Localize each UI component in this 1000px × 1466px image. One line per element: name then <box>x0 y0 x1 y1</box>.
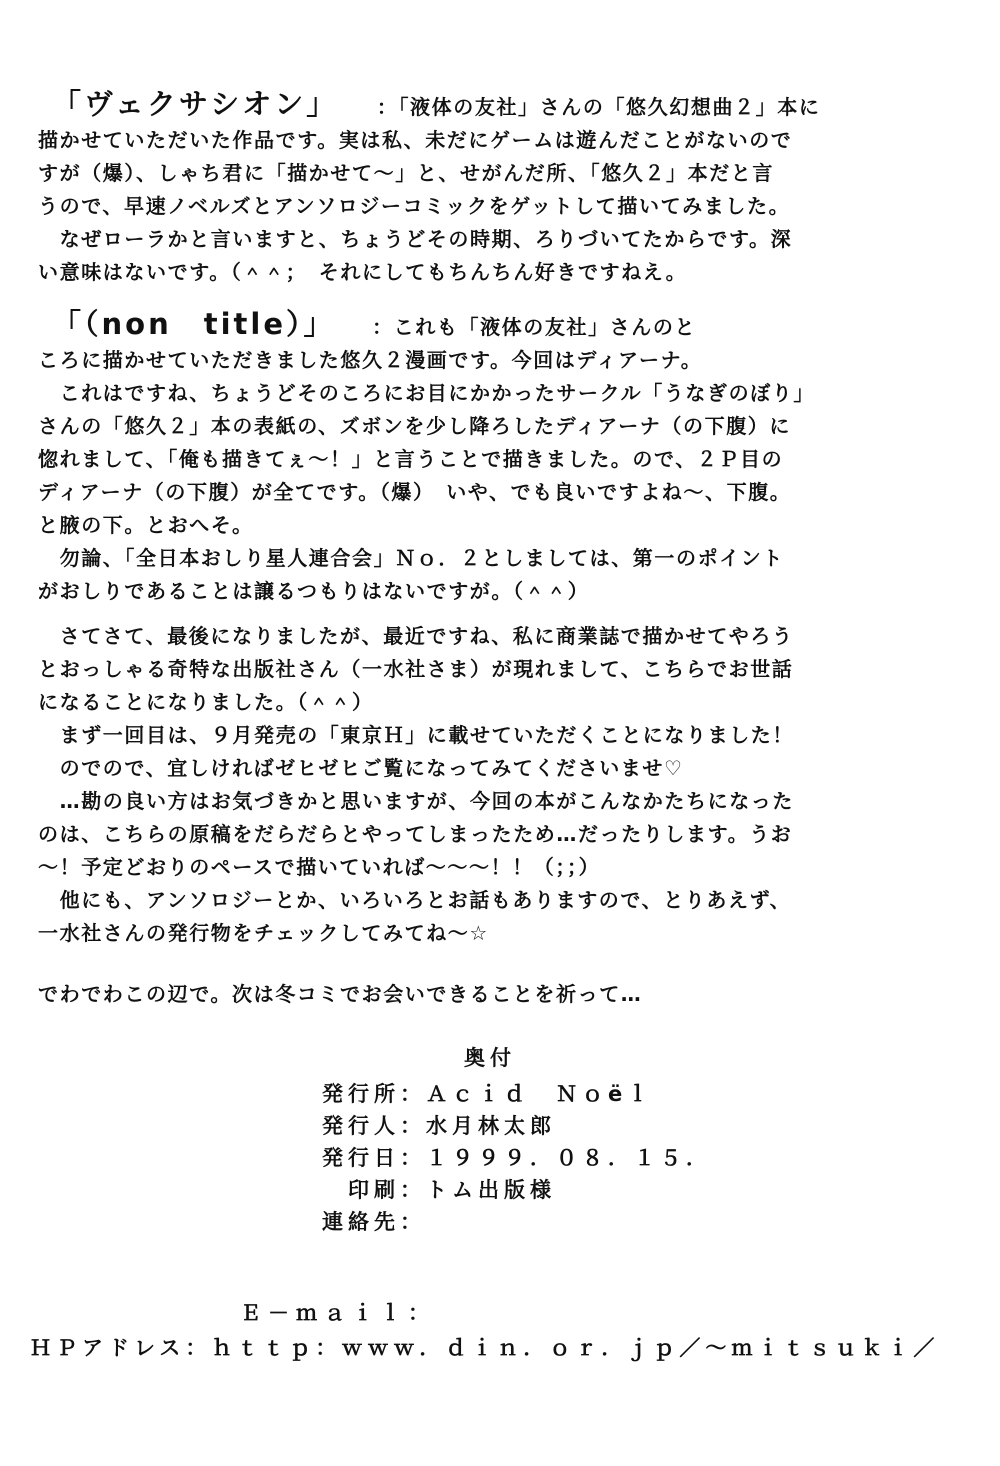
text-line: がおしりであることは譲るつもりはないですが。（＾＾） <box>38 579 590 603</box>
section-vexations <box>38 88 938 289</box>
text-line: のは、こちらの原稿をだらだらとやってしまったため…だったりします。うお <box>38 822 793 846</box>
text-line: ：これも「液体の友社」さんのと <box>372 315 697 339</box>
colophon-row-issuer <box>322 1108 556 1144</box>
homepage-label: ＨＰアドレス： <box>30 1336 212 1360</box>
colophon-value: Ａｃｉｄ Ｎｏëｌ <box>426 1082 654 1106</box>
colophon-row-date <box>322 1140 712 1176</box>
text-line: うので、早速ノベルズとアンソロジーコミックをゲットして描いてみました。 <box>38 194 791 218</box>
text-line: なぜローラかと言いますと、ちょうどその時期、ろりづいてたからです。深 <box>38 227 793 251</box>
text-line: ：「液体の友社」さんの「悠久幻想曲２」本に <box>376 95 821 119</box>
text-line: これはですね、ちょうどそのころにお目にかかったサークル「うなぎのぼり」 <box>38 381 815 405</box>
text-line: …勘の良い方はお気づきかと思いますが、今回の本がこんなかたちになった <box>38 789 794 813</box>
text-line: のでので、宜しければゼヒゼヒご覧になってみてくださいませ♡ <box>38 756 684 780</box>
text-line: 勿論、「全日本おしり星人連合会」Ｎｏ．２としましては、第一のポイント <box>38 546 784 570</box>
section-news <box>38 620 938 950</box>
colophon-row-contact <box>322 1204 426 1240</box>
text-line: ～！予定どおりのペースで描いていれば～～～！！（；；） <box>38 855 601 879</box>
colophon-label: 発行所： <box>322 1082 426 1106</box>
text-line: い意味はないです。（＾＾； それにしてもちんちん好きですねえ。 <box>38 260 688 284</box>
text-line: ディアーナ（の下腹）が全てです。（爆） いや、でも良いですよね～、下腹。 <box>38 480 792 504</box>
colophon <box>0 1040 1000 1240</box>
text-line: になることになりました。（＾＾） <box>38 690 374 714</box>
text-line: とおっしゃる奇特な出版社さん（一水社さま）が現れまして、こちらでお世話 <box>38 657 794 681</box>
colophon-label: 連絡先： <box>322 1210 426 1234</box>
homepage-url: ｈｔｔｐ：ｗｗｗ．ｄｉｎ．ｏｒ．ｊｐ／～ｍｉｔｓｕｋｉ／ <box>211 1336 940 1360</box>
section-heading-vexations: 「ヴェクサシオン」 <box>52 87 339 121</box>
text-line: 惚れまして、「俺も描きてぇ～！」と言うことで描きました。ので、２Ｐ目の <box>38 447 784 471</box>
closing-remark: でわでわこの辺で。次は冬コミでお会いできることを祈って… <box>38 982 643 1006</box>
text-line: さてさて、最後になりましたが、最近ですね、私に商業誌で描かせてやろう <box>38 624 794 648</box>
text-line: まず一回目は、９月発売の「東京Ｈ」に載せていただくことになりました！ <box>38 723 794 747</box>
text-line: ころに描かせていただきました悠久２漫画です。今回はディアーナ。 <box>38 348 703 372</box>
text-line: さんの「悠久２」本の表紙の、ズボンを少し降ろしたディアーナ（の下腹）に <box>38 414 791 438</box>
colophon-title: 奥付 <box>464 1046 516 1070</box>
text-line: すが（爆）、しゃち君に「描かせて～」と、せがんだ所、「悠久２」本だと言 <box>38 161 774 185</box>
text-line: 他にも、アンソロジーとか、いろいろとお話もありますので、とりあえず、 <box>38 888 792 912</box>
colophon-value: １９９９．０８．１５． <box>426 1146 712 1170</box>
colophon-row-publisher <box>322 1076 653 1112</box>
homepage-line <box>30 1332 939 1362</box>
colophon-label: 印刷： <box>348 1178 426 1202</box>
colophon-value: トム出版様 <box>426 1178 556 1202</box>
colophon-label: 発行日： <box>322 1146 426 1170</box>
section-heading-non-title: 「（non title）」 <box>52 307 336 341</box>
email-label: Ｅ－ｍａｉｌ： <box>240 1301 436 1325</box>
colophon-row-printer <box>348 1172 556 1208</box>
colophon-label: 発行人： <box>322 1114 426 1138</box>
email-line <box>240 1297 436 1327</box>
text-line: 一水社さんの発行物をチェックしてみてね～☆ <box>38 921 489 945</box>
section-non-title <box>38 308 938 608</box>
colophon-value: 水月林太郎 <box>426 1114 556 1138</box>
text-line: 描かせていただいた作品です。実は私、未だにゲームは遊んだことがないので <box>38 128 793 152</box>
text-line: と腋の下。とおへそ。 <box>38 513 254 537</box>
